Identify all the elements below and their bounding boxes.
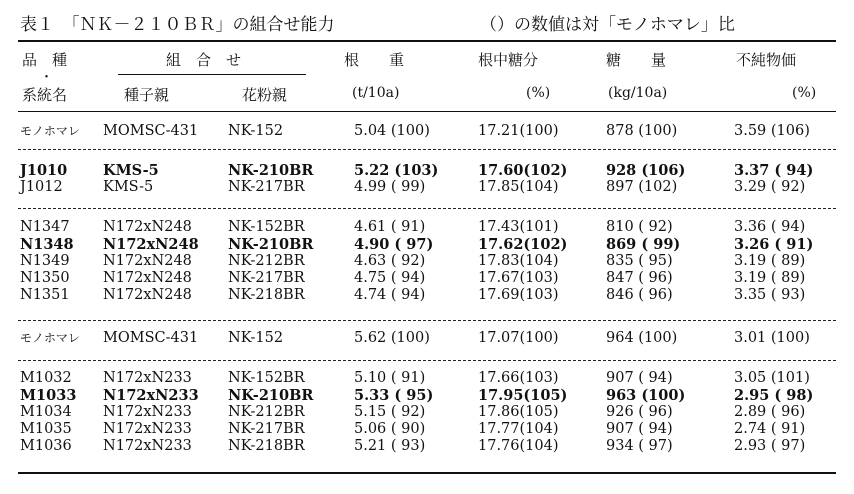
table-row	[20, 123, 836, 140]
sugar-yield-cell: 835 ( 95)	[606, 253, 673, 269]
row-name: M1033	[20, 387, 77, 404]
table-row	[20, 253, 836, 270]
root-weight-cell: 4.63 ( 92)	[354, 253, 426, 269]
impurity-cell: 3.36 ( 94)	[734, 219, 806, 235]
pollen-parent-cell: NK-218BR	[228, 438, 305, 454]
table-row	[20, 387, 836, 404]
table-group	[20, 162, 836, 196]
impurity-cell: 3.29 ( 92)	[734, 179, 806, 195]
title-main: 表１ 「ＮＫ－２１０ＢＲ」の組合せ能力	[20, 15, 335, 35]
seed-parent-cell: N172xN248	[103, 270, 192, 286]
root-weight-cell: 4.99 ( 99)	[354, 179, 426, 195]
impurity-cell: 3.01 (100)	[734, 330, 810, 346]
top-rule	[18, 40, 836, 42]
combination-subrule	[118, 74, 306, 75]
seed-parent-cell: N172xN233	[103, 370, 192, 386]
seed-parent-cell: KMS-5	[103, 179, 154, 195]
table-row	[20, 236, 836, 253]
sugar-content-cell: 17.77(104)	[478, 421, 559, 437]
seed-parent-cell: KMS-5	[103, 162, 159, 179]
sugar-yield-cell: 934 ( 97)	[606, 438, 673, 454]
table-group	[20, 219, 836, 304]
root-weight-cell: 5.04 (100)	[354, 123, 430, 139]
sugar-yield-cell: 846 ( 96)	[606, 287, 673, 303]
header-bottom-rule	[18, 111, 836, 112]
sugar-yield-cell: 926 ( 96)	[606, 404, 673, 420]
bottom-rule	[18, 472, 836, 474]
pollen-parent-cell: NK-210BR	[228, 162, 314, 179]
impurity-cell: 3.26 ( 91)	[734, 236, 814, 253]
root-weight-cell: 5.22 (103)	[354, 162, 439, 179]
table-row	[20, 287, 836, 304]
header-seed-parent: 種子親	[124, 86, 170, 104]
header-sugar-content-unit: (%)	[526, 85, 551, 101]
table-row	[20, 270, 836, 287]
header-root-weight-unit: (t/10a)	[352, 85, 400, 101]
seed-parent-cell: N172xN248	[103, 236, 199, 253]
sugar-yield-cell: 897 (102)	[606, 179, 678, 195]
pollen-parent-cell: NK-152	[228, 123, 284, 139]
root-weight-cell: 5.21 ( 93)	[354, 438, 426, 454]
header-impurity: 不純物価	[736, 51, 797, 69]
impurity-cell: 2.89 ( 96)	[734, 404, 806, 420]
row-name: N1351	[20, 287, 70, 303]
root-weight-cell: 5.10 ( 91)	[354, 370, 426, 386]
table-row	[20, 162, 836, 179]
pollen-parent-cell: NK-218BR	[228, 287, 305, 303]
impurity-cell: 2.95 ( 98)	[734, 387, 814, 404]
sugar-content-cell: 17.21(100)	[478, 123, 559, 139]
row-name: J1010	[20, 162, 68, 179]
header-impurity-unit: (%)	[792, 85, 817, 101]
pollen-parent-cell: NK-210BR	[228, 236, 314, 253]
group-divider	[18, 208, 836, 209]
pollen-parent-cell: NK-152	[228, 330, 284, 346]
row-name: N1347	[20, 219, 70, 235]
seed-parent-cell: MOMSC-431	[103, 123, 199, 139]
pollen-parent-cell: NK-210BR	[228, 387, 314, 404]
root-weight-cell: 4.90 ( 97)	[354, 236, 434, 253]
pollen-parent-cell: NK-212BR	[228, 253, 305, 269]
row-name: M1034	[20, 404, 72, 420]
impurity-cell: 3.59 (106)	[734, 123, 810, 139]
sugar-content-cell: 17.66(103)	[478, 370, 559, 386]
sugar-yield-cell: 928 (106)	[606, 162, 686, 179]
impurity-cell: 2.93 ( 97)	[734, 438, 806, 454]
root-weight-cell: 4.74 ( 94)	[354, 287, 426, 303]
sugar-content-cell: 17.43(101)	[478, 219, 559, 235]
impurity-cell: 3.19 ( 89)	[734, 253, 806, 269]
table-group	[20, 330, 836, 347]
header-sugar-yield-unit: (kg/10a)	[608, 85, 668, 101]
title-note: （）の数値は対「モノホマレ」比	[480, 15, 735, 35]
header-line-name: 系統名	[22, 86, 68, 104]
root-weight-cell: 4.75 ( 94)	[354, 270, 426, 286]
sugar-content-cell: 17.83(104)	[478, 253, 559, 269]
sugar-yield-cell: 907 ( 94)	[606, 421, 673, 437]
sugar-content-cell: 17.95(105)	[478, 387, 568, 404]
sugar-yield-cell: 878 (100)	[606, 123, 678, 139]
pollen-parent-cell: NK-152BR	[228, 219, 305, 235]
table-row	[20, 179, 836, 196]
seed-parent-cell: N172xN233	[103, 387, 199, 404]
header-variety: 品 種	[22, 51, 68, 69]
root-weight-cell: 5.33 ( 95)	[354, 387, 434, 404]
seed-parent-cell: N172xN233	[103, 421, 192, 437]
header-dot: ・	[40, 70, 54, 85]
row-name: モノホマレ	[20, 331, 80, 345]
header-sugar-content: 根中糖分	[478, 51, 539, 69]
group-divider	[18, 360, 836, 361]
group-divider	[18, 320, 836, 321]
sugar-content-cell: 17.86(105)	[478, 404, 559, 420]
root-weight-cell: 5.06 ( 90)	[354, 421, 426, 437]
pollen-parent-cell: NK-212BR	[228, 404, 305, 420]
row-name: N1350	[20, 270, 70, 286]
pollen-parent-cell: NK-217BR	[228, 270, 305, 286]
row-name: N1349	[20, 253, 70, 269]
pollen-parent-cell: NK-152BR	[228, 370, 305, 386]
sugar-yield-cell: 869 ( 99)	[606, 236, 681, 253]
pollen-parent-cell: NK-217BR	[228, 421, 305, 437]
sugar-yield-cell: 847 ( 96)	[606, 270, 673, 286]
sugar-content-cell: 17.76(104)	[478, 438, 559, 454]
seed-parent-cell: N172xN248	[103, 219, 192, 235]
sugar-yield-cell: 964 (100)	[606, 330, 678, 346]
impurity-cell: 3.35 ( 93)	[734, 287, 806, 303]
row-name: M1032	[20, 370, 72, 386]
row-name: J1012	[20, 179, 63, 195]
impurity-cell: 3.37 ( 94)	[734, 162, 814, 179]
table-row	[20, 421, 836, 438]
table-row	[20, 330, 836, 347]
seed-parent-cell: N172xN233	[103, 438, 192, 454]
table-row	[20, 219, 836, 236]
header-root-weight: 根 重	[344, 51, 405, 69]
table-row	[20, 370, 836, 387]
impurity-cell: 2.74 ( 91)	[734, 421, 806, 437]
row-name: モノホマレ	[20, 124, 80, 138]
sugar-yield-cell: 907 ( 94)	[606, 370, 673, 386]
sugar-content-cell: 17.85(104)	[478, 179, 559, 195]
table-title	[20, 10, 840, 34]
seed-parent-cell: N172xN248	[103, 287, 192, 303]
seed-parent-cell: N172xN248	[103, 253, 192, 269]
root-weight-cell: 5.15 ( 92)	[354, 404, 426, 420]
header-combination: 組 合 せ	[166, 51, 242, 69]
row-name: M1035	[20, 421, 72, 437]
sugar-yield-cell: 963 (100)	[606, 387, 686, 404]
table-group	[20, 123, 836, 140]
sugar-content-cell: 17.67(103)	[478, 270, 559, 286]
impurity-cell: 3.19 ( 89)	[734, 270, 806, 286]
sugar-content-cell: 17.62(102)	[478, 236, 568, 253]
header-pollen-parent: 花粉親	[242, 86, 288, 104]
row-name: M1036	[20, 438, 72, 454]
root-weight-cell: 5.62 (100)	[354, 330, 430, 346]
seed-parent-cell: N172xN233	[103, 404, 192, 420]
seed-parent-cell: MOMSC-431	[103, 330, 199, 346]
table-row	[20, 438, 836, 455]
sugar-content-cell: 17.69(103)	[478, 287, 559, 303]
sugar-content-cell: 17.07(100)	[478, 330, 559, 346]
table-group	[20, 370, 836, 455]
row-name: N1348	[20, 236, 74, 253]
pollen-parent-cell: NK-217BR	[228, 179, 305, 195]
root-weight-cell: 4.61 ( 91)	[354, 219, 426, 235]
sugar-content-cell: 17.60(102)	[478, 162, 568, 179]
group-divider	[18, 149, 836, 150]
impurity-cell: 3.05 (101)	[734, 370, 810, 386]
table-row	[20, 404, 836, 421]
sugar-yield-cell: 810 ( 92)	[606, 219, 673, 235]
header-sugar-yield: 糖 量	[606, 51, 667, 69]
